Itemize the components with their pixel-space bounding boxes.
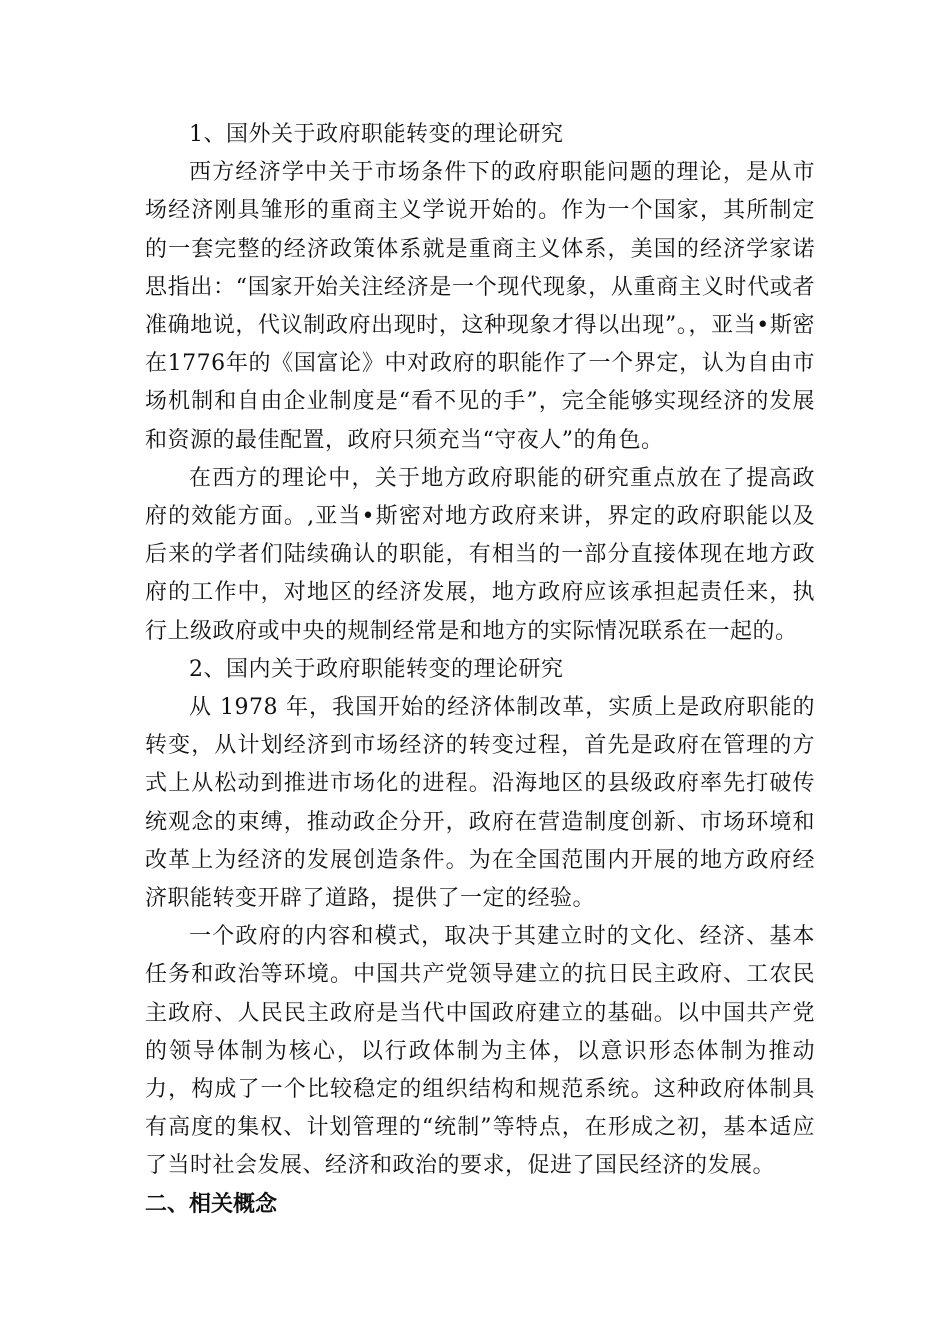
document-body xyxy=(145,116,815,1224)
paragraph-western-economics: 西方经济学中关于市场条件下的政府职能问题的理论，是从市场经济刚具雏形的重商主义学说开始的。作为一个国家，其所制定的一套完整的经济政策体系就是重商主义体系，美国的经济学家诺思指出：“国家开始关注经济是一个现代现象，从重商主义时代或者准确地说，代议制政府出现时，这种现象才得以出现”。，亚当•斯密在1776年的《国富论》中对政府的职能作了一个界定，认为自由市场机制和自由企业制度是“看不见的手”，完全能够实现经济的发展和资源的最佳配置，政府只须充当“守夜人”的角色。 xyxy=(145,160,815,453)
paragraph-government-model: 一个政府的内容和模式，取决于其建立时的文化、经济、基本任务和政治等环境。中国共产党领导建立的抗日民主政府、工农民主政府、人民民主政府是当代中国政府建立的基础。以中国共产党的领导体制为核心，以行政体制为主体，以意识形态体制为推动力，构成了一个比较稳定的组织结构和规范系统。这种政府体制具有高度的集权、计划管理的“统制”等特点，在形成之初，基本适应了当时社会发展、经济和政治的要求，促进了国民经济的发展。 xyxy=(145,924,815,1179)
subsection-heading-foreign-research: 1、国外关于政府职能转变的理论研究 xyxy=(189,122,564,147)
paragraph-local-government-functions: 在西方的理论中，关于地方政府职能的研究重点放在了提高政府的效能方面。,亚当•斯密对地方政府来讲，界定的政府职能以及后来的学者们陆续确认的职能，有相当的一部分直接体现在地方政府的工作中，对地区的经济发展，地方政府应该承担起责任来，执行上级政府或中央的规制经常是和地方的实际情况联系在一起的。 xyxy=(145,465,815,644)
paragraph-economic-reform-1978: 从 1978 年，我国开始的经济体制改革，实质上是政府职能的转变，从计划经济到市场经济的转变过程，首先是政府在管理的方式上从松动到推进市场化的进程。沿海地区的县级政府率先打破传统观念的束缚，推动政企分开，政府在营造制度创新、市场环境和改革上为经济的发展创造条件。为在全国范围内开展的地方政府经济职能转变开辟了道路，提供了一定的经验。 xyxy=(145,695,815,912)
subsection-heading-domestic-research: 2、国内关于政府职能转变的理论研究 xyxy=(189,656,564,682)
section-heading-related-concepts: 二、相关概念 xyxy=(145,1191,278,1217)
